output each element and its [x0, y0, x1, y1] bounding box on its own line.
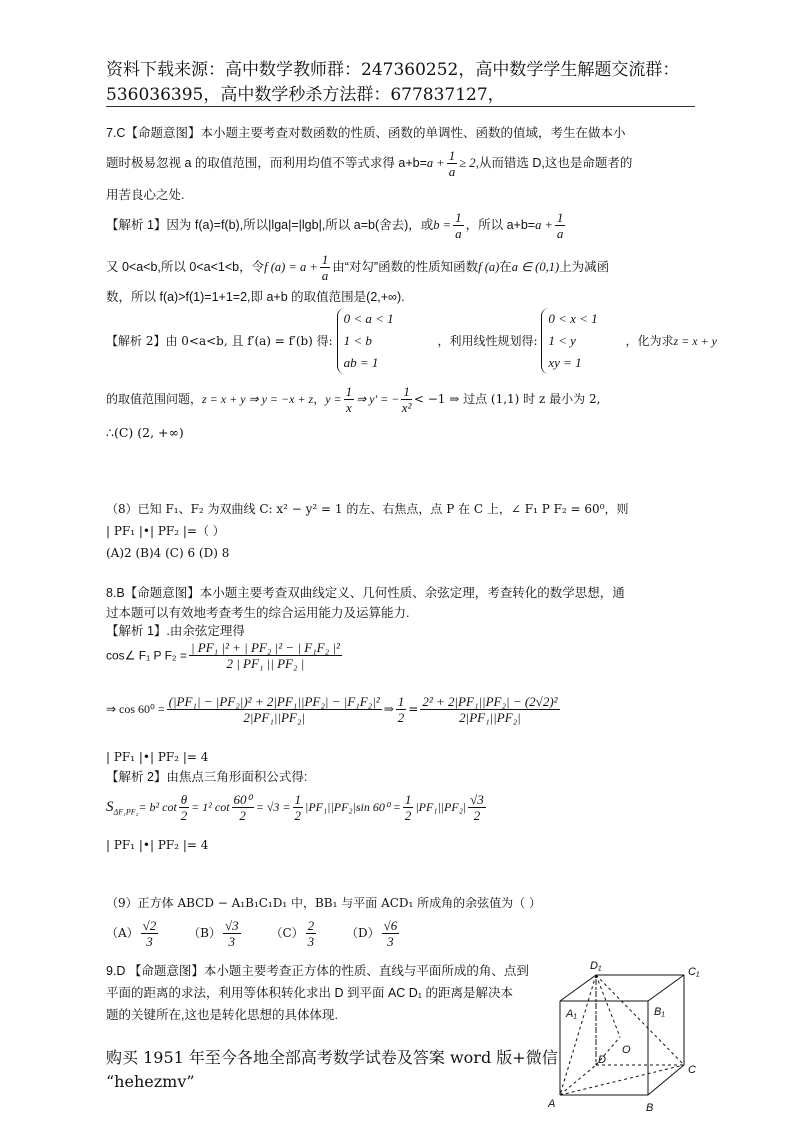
label-b: B [646, 1102, 654, 1114]
label-b1: B₁ [654, 1006, 665, 1018]
label-c: C [688, 1064, 696, 1076]
q7-intent-line-1: 7.C【命题意图】本小题主要考查对数函数的性质、函数的单调性、函数的值域，考生在做本小 [106, 126, 626, 140]
q8-result-2: | PF₁ |•| PF₂ |= 4 [106, 838, 209, 852]
q9-stem: （9）正方体 ABCD − A₁B₁C₁D₁ 中，BB₁ 与平面 ACD₁ 所成角的余弦值为（ ） [106, 896, 541, 910]
label-d1: D₁ [590, 960, 602, 972]
q8-solution-1-title: 【解析 1】.由余弦定理得 [106, 624, 245, 638]
q7-sol2-frac-2: $\frac{1}{\text{x²}}$ [401, 384, 412, 415]
q7-solution-2-line-1: 【解析 2】由 0<a<b, 且 f′(a) = f′(b) 得: 0 < a < 1 1 < b ab = 1 ，利用线性规划得: 0 < x < 1 1 < y xy = 1 ，化为求z = x + y [106, 308, 698, 374]
q9-intent-line-1: 9.D 【命题意图】本小题主要考查正方体的性质、直线与平面所成的角、点到 [106, 964, 529, 978]
q8-cos60-fraction: $\frac{\text{(|PF₁| − |PF₂|)² + 2|PF₁||PF₂| − |F₁F₂|²}}{\text{2|PF₁||PF₂|}}$ [168, 694, 380, 725]
edge-a1-d1 [560, 975, 596, 1001]
q7-intent-tail: ,从而错选 D,这也是命题者的 [475, 155, 633, 170]
footer-line-1: 购买 1951 年至今各地全部高考数学试卷及答案 word 版+微信 [106, 1048, 558, 1067]
edge-b1-c1 [648, 975, 684, 1001]
q7-sol1-line2-frac: $\frac{1}{a}$ [321, 252, 329, 283]
q8-cos-formula: cos∠ F₁ P F₂ = $\frac{\text{| PF₁ |² + | PF₂ |² − | F₁F₂ |²}}{\text{2 | PF₁ || PF₂ |}}$ [106, 640, 340, 671]
q8-half-fraction: $\frac{1}{2}$ [397, 694, 405, 725]
q8-area-frac-1: $\frac{\theta}{2}$ [180, 792, 188, 823]
q7-answer: ∴(C) (2, +∞) [106, 425, 184, 440]
q9-intent-line-2: 平面的距离的求法，利用等体积转化求出 D 到平面 AC D₁ 的距离是解决本 [106, 986, 514, 1000]
q7-fraction: $\frac{1}{a}$ [448, 148, 456, 179]
q7-solution-1-line-1: 【解析 1】因为 f(a)=f(b),所以|lga|=|lgb|,所以 a=b(舍去)，或b = $\frac{1}{a}$ ，所以 a+b=a + $\frac{1}{a}$ [106, 210, 564, 241]
q7-intent-text: 题时极易忽视 a 的取值范围，而利用均值不等式求得 a+b= [106, 155, 427, 170]
q7-system-2: 0 < x < 1 1 < y xy = 1 [541, 308, 597, 374]
q7-math-expr: a + [426, 155, 445, 170]
q8-area-formula: $S_{\Delta F_1PF_2}= b^2$ cot $\frac{\theta}{2}$ = 1² cot $\frac{\text{60⁰}}{2}$ = √3 = $\frac{1}{2}$ |PF₁||PF₂|sin 60⁰ = $\frac{1}{2}$ |PF₁||PF₂| $\frac{√3}{2}$ [106, 792, 484, 823]
q8-area-frac-4: $\frac{1}{2}$ [404, 792, 412, 823]
q7-sol1-frac: $\frac{1}{a}$ [455, 210, 462, 241]
label-c1: C₁ [688, 966, 700, 978]
q8-options: (A)2 (B)4 (C) 6 (D) 8 [106, 546, 230, 560]
q8-cos-fraction: $\frac{\text{| PF₁ |² + | PF₂ |² − | F₁F₂ |²}}{\text{2 | PF₁ || PF₂ |}}$ [190, 640, 340, 671]
q8-intent-line-1: 8.B【命题意图】本小题主要考查双曲线定义、几何性质、余弦定理，考查转化的数学思想，通 [106, 586, 625, 600]
q8-solution-2-title: 【解析 2】由焦点三角形面积公式得: [106, 770, 308, 784]
header-line-2: 536036395，高中数学秒杀方法群：677837127， [106, 85, 505, 105]
q9-option-c-value: $\frac{2}{3}$ [307, 918, 315, 949]
label-d: D [598, 1054, 606, 1066]
q7-intent-line-2 [106, 148, 698, 179]
label-a: A [548, 1098, 556, 1110]
q8-stem-line-1: （8）已知 F₁、F₂ 为双曲线 C: x² − y² = 1 的左、右焦点，点 P 在 C 上，∠ F₁ P F₂ = 60⁰，则 [106, 502, 629, 516]
header-divider [106, 106, 695, 107]
seg-d1-o [596, 975, 620, 1037]
q7-solution-1-line-2: 又 0<a<b,所以 0<a<1<b，令f (a) = a + $\frac{1}{a}$ 由“对勾”函数的性质知函数f (a)在a ∈ (0,1)上为减函 [106, 252, 610, 283]
q7-sol2-frac: $\frac{1}{x}$ [345, 384, 353, 415]
q7-solution-2-line-2: 的取值范围问题，z = x + y ⇒ y = −x + z，y = $\frac{1}{x}$ ⇒ y′ = − $\frac{1}{\text{x²}}$ < −1 ⇒ 过点 (1,1) 时 z 最小为 2, [106, 384, 601, 415]
label-o: O [622, 1044, 631, 1056]
label-a1: A₁ [566, 1008, 577, 1020]
header-source-info [106, 58, 696, 108]
footer-purchase-info [106, 1046, 606, 1094]
q9-options: （A） $\frac{√2}{3}$ （B） $\frac{√3}{3}$ （C） $\frac{2}{3}$ （D） $\frac{√6}{3}$ [106, 918, 398, 949]
q7-math-ineq: ≥ 2 [459, 155, 476, 170]
q8-area-frac-5: $\frac{√3}{2}$ [470, 792, 484, 823]
footer-line-2: “hehezmv” [106, 1072, 195, 1091]
seg-d1-c [596, 975, 684, 1065]
q7-intent-line-3: 用苦良心之处. [106, 188, 185, 202]
header-line-1: 资料下载来源：高中数学教师群：247360252，高中数学学生解题交流群： [106, 60, 680, 80]
q8-cos60-formula: ⇒ cos 60⁰ = $\frac{\text{(|PF₁| − |PF₂|)² + 2|PF₁||PF₂| − |F₁F₂|²}}{\text{2|PF₁||PF₂|}}$ ⇒ $\frac{1}{2}$ = $\frac{\text{2² + 2|PF₁||PF₂| − (2√2)²}}{\text{2|PF₁||PF₂|}}$ [106, 694, 558, 725]
q9-intent-line-3: 题的关键所在,这也是转化思想的具体体现. [106, 1008, 338, 1022]
q8-area-frac-3: $\frac{1}{2}$ [294, 792, 302, 823]
q8-area-frac-2: $\frac{\text{60⁰}}{2}$ [233, 792, 252, 823]
q7-sol1-frac-2: $\frac{1}{a}$ [556, 210, 564, 241]
q8-result-1: | PF₁ |•| PF₂ |= 4 [106, 750, 209, 764]
q7-system-1: 0 < a < 1 1 < b ab = 1 [337, 308, 394, 374]
q8-intent-line-2: 过本题可以有效地考查考生的综合运用能力及运算能力. [106, 606, 410, 620]
q8-cos60-fraction-2: $\frac{\text{2² + 2|PF₁||PF₂| − (2√2)²}}{\text{2|PF₁||PF₂|}}$ [422, 694, 558, 725]
q8-stem-line-2: | PF₁ |•| PF₂ |=（ ） [106, 524, 225, 538]
q7-solution-1-line-3: 数，所以 f(a)>f(1)=1+1=2,即 a+b 的取值范围是(2,+∞). [106, 290, 405, 304]
q9-option-b-value: $\frac{√3}{3}$ [224, 918, 239, 949]
q9-option-d-value: $\frac{√6}{3}$ [383, 918, 398, 949]
q9-option-a-value: $\frac{√2}{3}$ [142, 918, 157, 949]
